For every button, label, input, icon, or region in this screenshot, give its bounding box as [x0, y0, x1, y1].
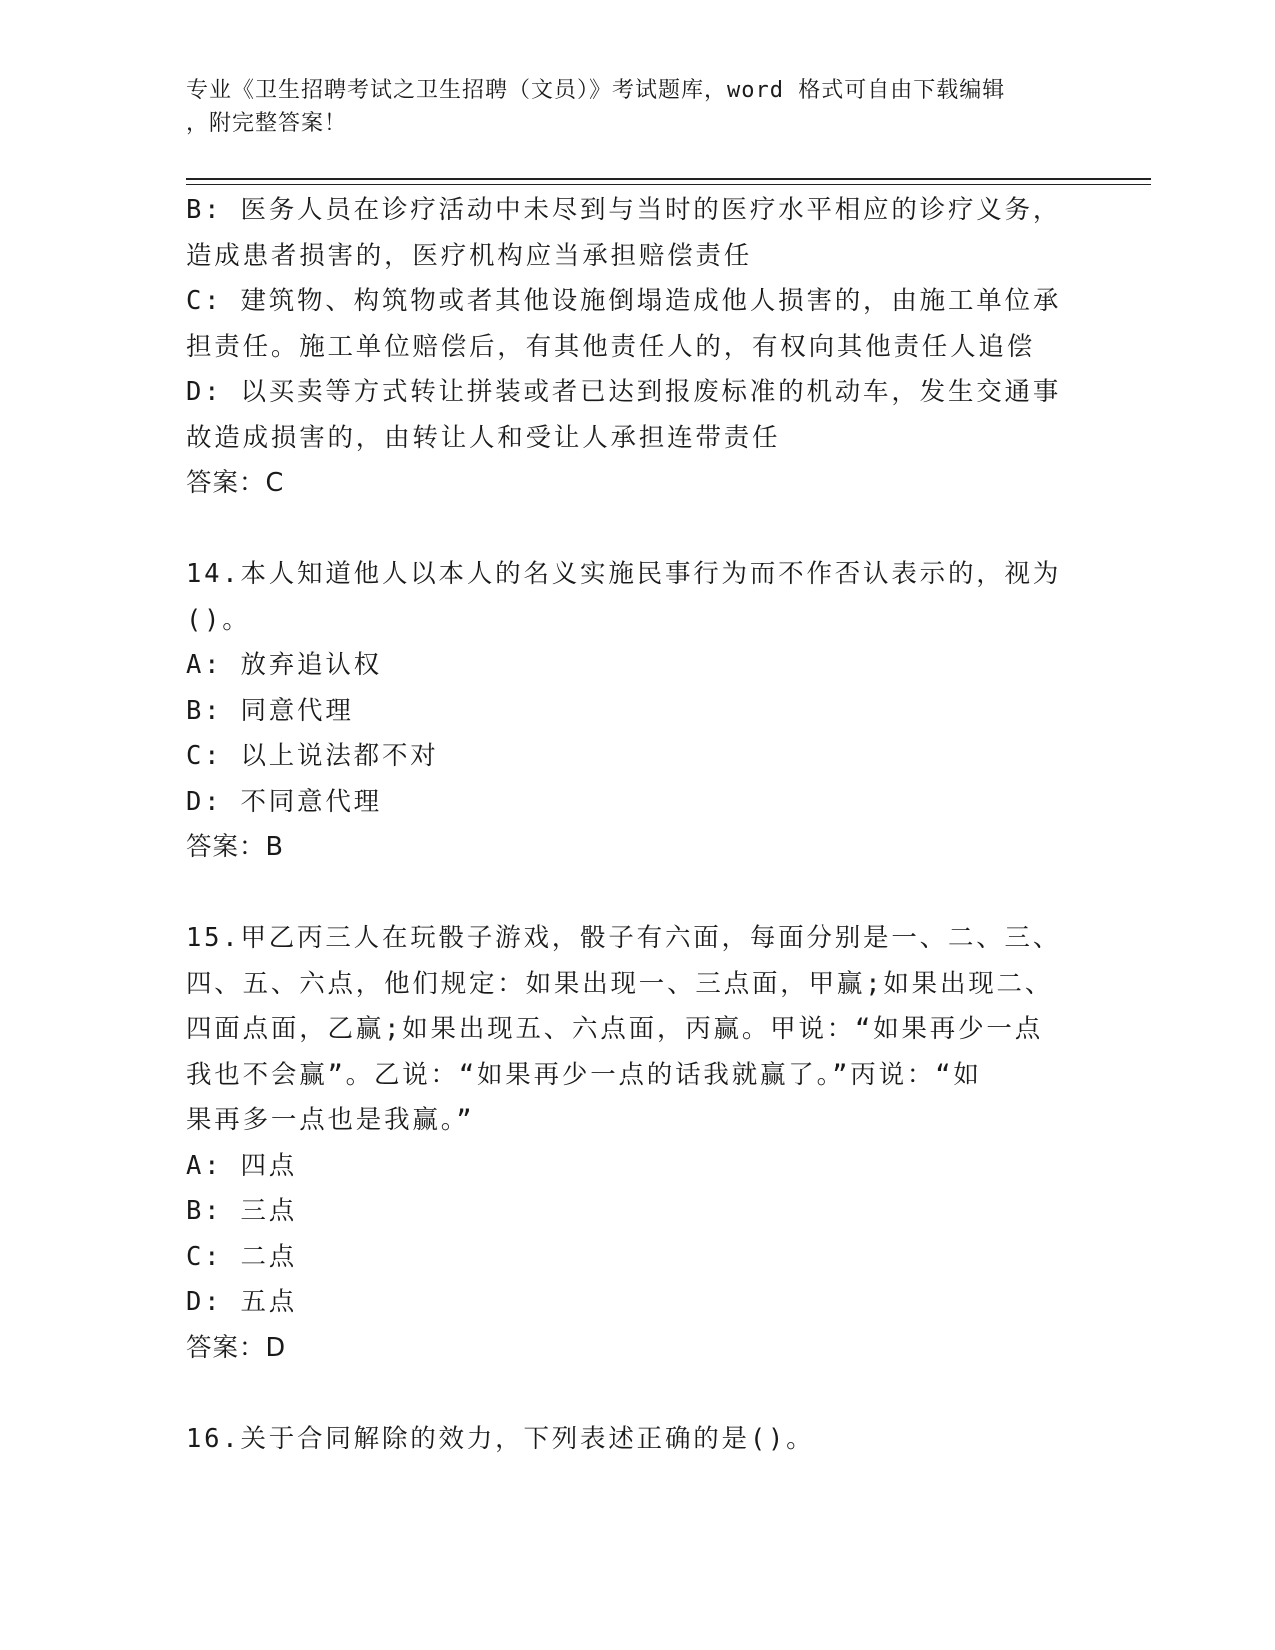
- header-divider-thick: [186, 178, 1151, 180]
- option-d: D: 五点: [186, 1287, 298, 1317]
- question-16-block: [186, 1417, 1086, 1463]
- option-d-line-2: 故造成损害的，由转让人和受让人承担连带责任: [186, 422, 781, 453]
- question-stem-line-1: 15.甲乙丙三人在玩骰子游戏，骰子有六面，每面分别是一、二、三、: [186, 923, 1062, 953]
- spacer: [186, 1371, 1086, 1417]
- option-c: C: 以上说法都不对: [186, 741, 439, 771]
- header-line-2: ，附完整答案！: [186, 111, 348, 136]
- question-stem-line-3: 四面点面，乙赢;如果出现五、六点面，丙赢。甲说：“如果再少一点: [186, 1014, 1044, 1044]
- option-c: C: 二点: [186, 1241, 298, 1272]
- question-stem-line-2: 四、五、六点，他们规定：如果出现一、三点面，甲赢;如果出现二、: [186, 968, 1054, 999]
- option-b: B: 三点: [186, 1196, 298, 1226]
- answer-line: 答案：D: [186, 1332, 287, 1363]
- option-b-line-1: B: 医务人员在诊疗活动中未尽到与当时的医疗水平相应的诊疗义务，: [186, 195, 1062, 225]
- question-stem-line-2: ()。: [186, 604, 251, 635]
- question-15-block: [186, 916, 1086, 1371]
- question-stem-line-1: 14.本人知道他人以本人的名义实施民事行为而不作否认表示的，视为: [186, 559, 1062, 589]
- option-c-line-2: 担责任。施工单位赔偿后，有其他责任人的，有权向其他责任人追偿: [186, 331, 1036, 362]
- option-c-line-1: C: 建筑物、构筑物或者其他设施倒塌造成他人损害的，由施工单位承: [186, 286, 1062, 316]
- question-stem-line-5: 果再多一点也是我赢。”: [186, 1105, 475, 1135]
- answer-line: 答案：B: [186, 832, 284, 862]
- option-a: A: 四点: [186, 1150, 298, 1181]
- question-14-block: [186, 552, 1086, 871]
- option-b: B: 同意代理: [186, 695, 354, 726]
- spacer: [186, 871, 1086, 917]
- option-a: A: 放弃追认权: [186, 650, 382, 680]
- header-divider-thin: [186, 184, 1151, 185]
- question-content: [186, 188, 1086, 1462]
- header-line-1: 专业《卫生招聘考试之卫生招聘（文员）》考试题库，word 格式可自由下载编辑: [186, 78, 1006, 103]
- option-d: D: 不同意代理: [186, 786, 382, 817]
- spacer: [186, 507, 1086, 553]
- question-stem-line-4: 我也不会赢”。乙说：“如果再少一点的话我就赢了。”丙说：“如: [186, 1059, 982, 1090]
- document-header: [186, 74, 1066, 140]
- answer-line: 答案：C: [186, 468, 285, 498]
- option-d-line-1: D: 以买卖等方式转让拼装或者已达到报废标准的机动车，发生交通事: [186, 377, 1062, 407]
- prev-question-block: [186, 188, 1086, 507]
- question-stem-line-1: 16.关于合同解除的效力，下列表述正确的是()。: [186, 1423, 815, 1454]
- option-b-line-2: 造成患者损害的，医疗机构应当承担赔偿责任: [186, 240, 753, 271]
